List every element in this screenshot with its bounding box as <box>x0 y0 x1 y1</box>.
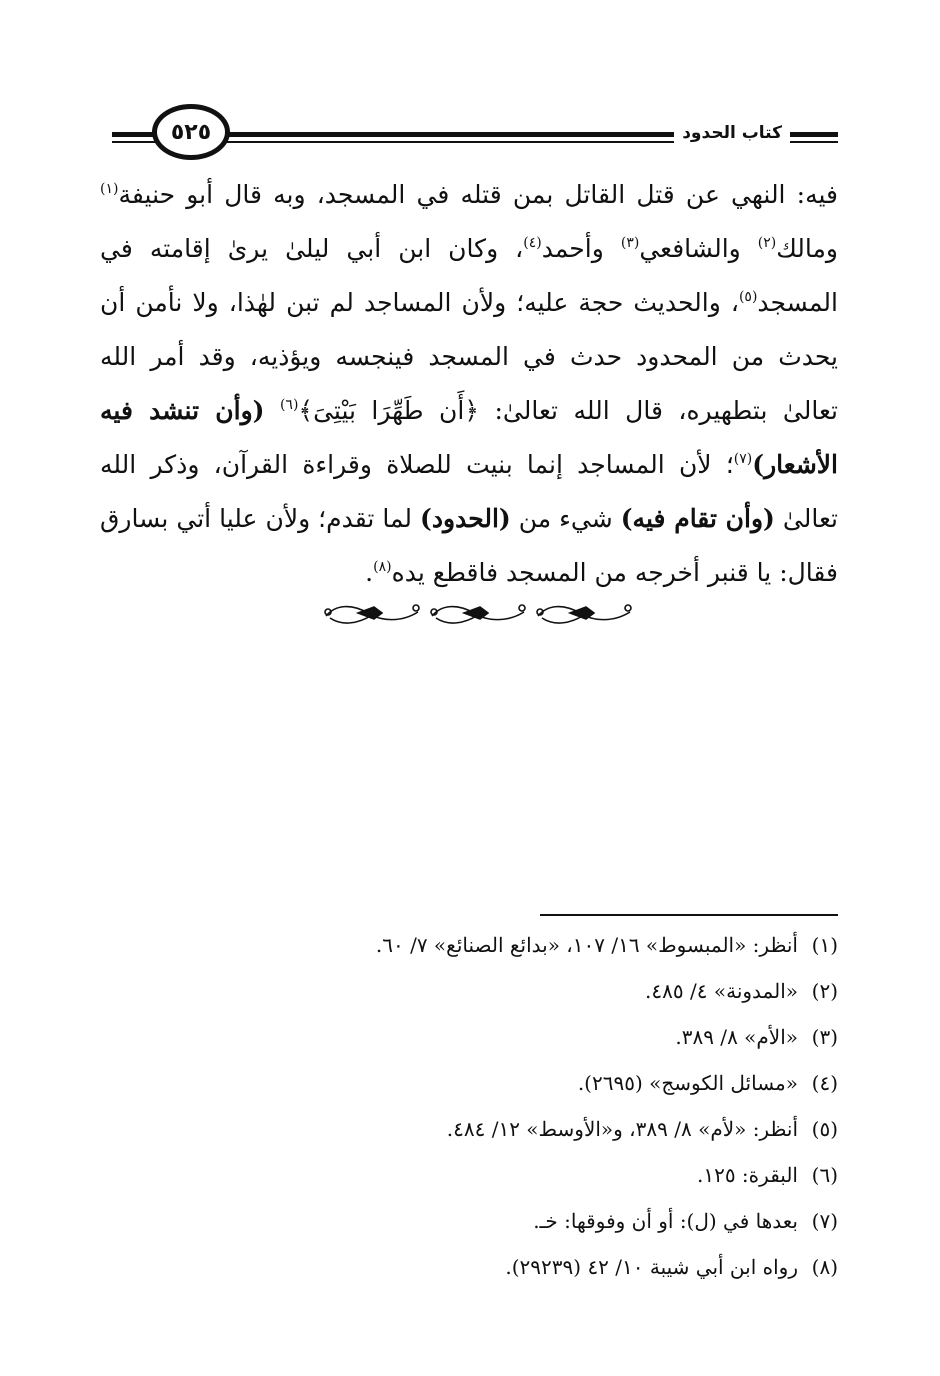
quran-quote: ﴿أَن طَهِّرَا بَيْتِىَ﴾ <box>298 396 480 425</box>
footnote-number: (٨) <box>811 1255 838 1279</box>
footnote-number: (٤) <box>811 1071 838 1095</box>
matn-phrase: (الحدود) <box>420 504 511 533</box>
footnote-text: بعدها في (ل): أو أن وفوقها: خـ. <box>533 1209 798 1233</box>
footnotes <box>100 922 838 1290</box>
footnote-text: رواه ابن أبي شيبة ١٠/ ٤٢ (٢٩٢٣٩). <box>505 1255 798 1279</box>
text-segment: ، وكان ابن أبي ليلىٰ يرىٰ إقامته في المسجد <box>100 234 838 317</box>
footnote-text: أنظر: «لأم» ٨/ ٣٨٩، و«الأوسط» ١٢/ ٤٨٤. <box>446 1117 798 1141</box>
ornament-motif <box>431 605 525 623</box>
footnote-ref-8: (٨) <box>373 559 392 575</box>
text-segment: وأحمد <box>541 234 621 263</box>
book-title: كتاب الحدود <box>674 118 790 148</box>
footnote-ref-2: (٢) <box>757 235 777 251</box>
footnote-text: «المدونة» ٤/ ٤٨٥. <box>645 979 798 1003</box>
main-paragraph <box>100 168 838 600</box>
main-text <box>100 168 838 600</box>
footnote-item <box>100 1014 838 1060</box>
footnote-ref-3: (٣) <box>620 235 640 251</box>
footnote-number: (٧) <box>811 1209 838 1233</box>
footnote-text: أنظر: «المبسوط» ١٦/ ١٠٧، «بدائع الصنائع» ٧/ ٦٠. <box>375 933 798 957</box>
footnote-number: (٦) <box>811 1163 838 1187</box>
footnote-ref-5: (٥) <box>738 289 758 305</box>
page-header <box>112 108 838 158</box>
footnote-item <box>100 1244 838 1290</box>
footnote-text: «مسائل الكوسج» (٢٦٩٥). <box>577 1071 798 1095</box>
page-number: ٥٢٥ <box>152 104 230 160</box>
ornament-divider <box>318 598 638 628</box>
footnote-item <box>100 968 838 1014</box>
header-title-dash <box>794 132 838 137</box>
text-segment: ومالك <box>776 234 839 263</box>
footnote-number: (٢) <box>811 979 838 1003</box>
matn-phrase: (وأن تقام فيه) <box>620 504 775 533</box>
footnote-item <box>100 922 838 968</box>
ornament-motif <box>537 605 631 623</box>
text-segment: والشافعي <box>639 234 758 263</box>
footnote-text: «الأم» ٨/ ٣٨٩. <box>675 1025 798 1049</box>
text-segment: . <box>365 558 374 587</box>
text-segment: ، والحديث حجة عليه؛ ولأن المساجد لم تبن لهٰذا، ولا نأمن أن يحدث من المحدود حدث في المسجد فينجسه ويؤذيه، وقد أمر الله تعالىٰ بتطهيره، قال الله تعالىٰ: <box>100 288 838 425</box>
footnote-number: (٣) <box>811 1025 838 1049</box>
ornament-motif <box>325 605 419 623</box>
footnote-item <box>100 1152 838 1198</box>
footnote-item <box>100 1106 838 1152</box>
matn-phrase: (وأن تنشد فيه الأشعار) <box>100 396 838 479</box>
footnote-number: (٥) <box>811 1117 838 1141</box>
text-segment: لما تقدم؛ ولأن عليا أتي بسارق فقال: يا قنبر أخرجه من المسجد فاقطع يده <box>100 504 838 587</box>
footnote-ref-4: (٤) <box>523 235 542 251</box>
footnote-ref-7: (٧) <box>733 451 753 467</box>
footnote-item <box>100 1060 838 1106</box>
footnote-ref-1: (١) <box>100 181 119 197</box>
footnote-number: (١) <box>811 933 838 957</box>
footnote-ref-6: (٦) <box>279 397 299 413</box>
footnote-separator <box>540 914 838 916</box>
footnote-item <box>100 1198 838 1244</box>
footnote-text: البقرة: ١٢٥. <box>696 1163 798 1187</box>
text-segment <box>264 396 279 425</box>
text-segment: شيء من <box>510 504 621 533</box>
text-segment: ؛ لأن المساجد إنما بنيت للصلاة وقراءة القرآن، وذكر الله تعالىٰ <box>100 450 838 533</box>
text-segment: فيه: النهي عن قتل القاتل بمن قتله في المسجد، وبه قال أبو حنيفة <box>118 180 838 209</box>
